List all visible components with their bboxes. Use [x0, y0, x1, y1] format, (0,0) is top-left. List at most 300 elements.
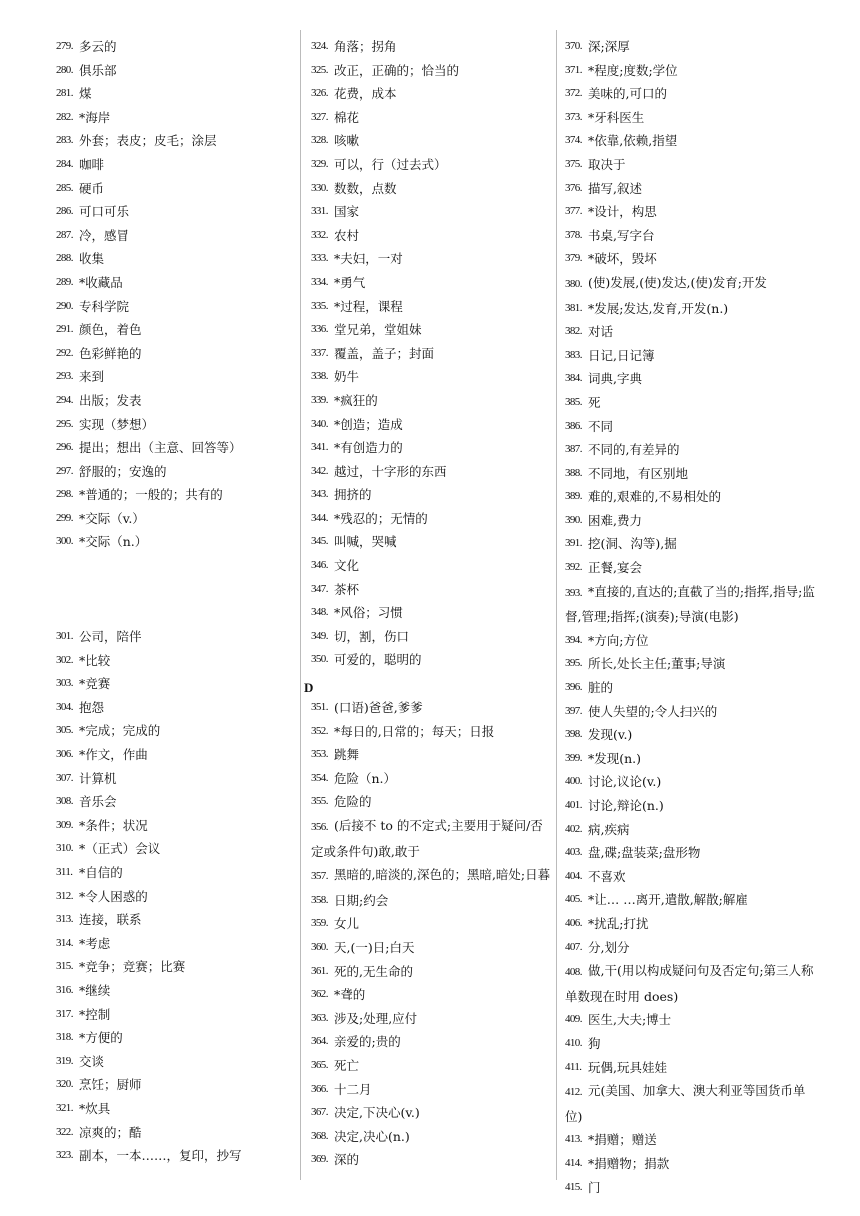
entry-number: 399. — [565, 751, 582, 764]
entry-number: 344. — [311, 511, 328, 524]
vocab-entry — [56, 318, 296, 342]
entry-number: 290. — [56, 299, 73, 312]
vocab-entry — [56, 413, 296, 437]
entry-meaning: 挖(洞、沟等),掘 — [588, 536, 677, 552]
entry-meaning: *聋的 — [334, 987, 366, 1003]
entry-meaning: 俱乐部 — [79, 62, 117, 78]
vocab-entry — [311, 271, 551, 295]
column-divider-left — [300, 30, 301, 1180]
vocab-entry — [565, 106, 815, 130]
vocab-entry — [56, 955, 296, 979]
entry-number: 375. — [565, 157, 582, 170]
entry-number: 405. — [565, 893, 582, 906]
vocab-entry — [565, 297, 815, 321]
entry-number: 315. — [56, 960, 73, 973]
vocab-entry — [311, 554, 551, 578]
vocab-entry — [311, 224, 551, 248]
section-letter: D — [304, 680, 314, 695]
vocab-entry — [565, 320, 815, 344]
entry-number: 279. — [56, 40, 73, 52]
vocab-entry — [311, 1054, 551, 1078]
entry-number: 356. — [311, 820, 328, 833]
entry-meaning: 花费，成本 — [334, 86, 397, 102]
entry-meaning: *过程，课程 — [334, 298, 403, 314]
entry-meaning: (口语)爸爸,爹爹 — [334, 700, 423, 715]
vocab-entry — [311, 863, 551, 889]
entry-meaning: *直接的,直达的;直截了当的;指挥,指导;监督,管理;指挥;(演奏);导演(电影) — [565, 583, 815, 625]
vocab-entry — [565, 723, 815, 747]
entry-number: 336. — [311, 323, 328, 336]
entry-number: 394. — [565, 633, 582, 646]
entry-meaning: *捐赠物；捐款 — [588, 1155, 670, 1171]
vocab-entry — [56, 696, 296, 720]
vocab-entry — [56, 885, 296, 909]
entry-meaning: *发展;发达,发育,开发(n.) — [588, 300, 729, 316]
vocab-entry — [565, 438, 815, 462]
entry-meaning: 盘,碟;盘装菜;盘形物 — [588, 845, 701, 861]
vocab-entry — [311, 295, 551, 319]
entry-number: 289. — [56, 275, 73, 288]
entry-meaning: 讨论,议论(v.) — [588, 774, 662, 790]
vocab-entry — [311, 200, 551, 224]
entry-meaning: 出版；发表 — [79, 392, 142, 408]
vocab-entry — [565, 700, 815, 724]
entry-meaning: (后接不 to 的不定式;主要用于疑问/否定或条件句)敢,敢于 — [311, 817, 543, 859]
entry-meaning: *夫妇，一对 — [334, 251, 403, 267]
vocab-entry — [56, 106, 296, 130]
entry-meaning: 门 — [588, 1179, 601, 1195]
entry-meaning: 死 — [588, 394, 601, 410]
entry-number: 350. — [311, 653, 328, 666]
entry-meaning: 难的,艰难的,不易相处的 — [588, 489, 721, 505]
entry-meaning: 决定,决心(n.) — [334, 1128, 410, 1144]
vocab-column-2 — [311, 35, 551, 672]
entry-number: 319. — [56, 1054, 73, 1067]
entry-meaning: *牙科医生 — [588, 109, 645, 125]
entry-number: 329. — [311, 157, 328, 170]
vocab-entry — [56, 625, 296, 649]
vocab-entry — [311, 648, 551, 672]
entry-meaning: 拥挤的 — [334, 487, 372, 503]
entry-number: 285. — [56, 181, 73, 194]
entry-meaning: 色彩鲜艳的 — [79, 345, 142, 361]
vocab-entry — [565, 462, 815, 486]
entry-meaning: *让… …离开,遣散,解散;解雇 — [588, 892, 748, 908]
vocab-entry — [565, 82, 815, 106]
entry-meaning: 专科学院 — [79, 298, 130, 314]
entry-meaning: *竞赛 — [79, 676, 111, 692]
vocab-entry — [565, 1008, 815, 1032]
entry-meaning: *考虑 — [79, 935, 111, 951]
vocab-entry — [311, 814, 551, 863]
entry-meaning: 十二月 — [334, 1081, 372, 1097]
vocab-entry — [311, 1125, 551, 1149]
vocab-entry — [56, 814, 296, 838]
entry-meaning: *设计，构思 — [588, 204, 657, 220]
entry-number: 388. — [565, 466, 582, 479]
entry-number: 335. — [311, 299, 328, 312]
vocab-entry — [565, 912, 815, 936]
vocab-entry — [311, 389, 551, 413]
entry-meaning: 玩偶,玩具娃娃 — [588, 1059, 667, 1075]
entry-meaning: 烹饪；厨师 — [79, 1077, 142, 1093]
entry-meaning: 硬币 — [79, 180, 105, 196]
entry-meaning: 越过，十字形的东西 — [334, 463, 447, 479]
entry-number: 317. — [56, 1007, 73, 1020]
entry-number: 391. — [565, 537, 582, 550]
entry-number: 327. — [311, 110, 328, 123]
entry-meaning: 咳嗽 — [334, 133, 360, 149]
entry-number: 380. — [565, 277, 582, 290]
entry-number: 313. — [56, 913, 73, 926]
entry-number: 299. — [56, 511, 73, 524]
vocab-entry — [56, 979, 296, 1003]
entry-number: 359. — [311, 917, 328, 930]
entry-meaning: 分,划分 — [588, 939, 630, 955]
entry-number: 308. — [56, 795, 73, 808]
vocab-entry — [56, 35, 296, 59]
entry-meaning: 不同的,有差异的 — [588, 442, 680, 458]
vocab-entry — [56, 1050, 296, 1074]
vocab-entry — [56, 790, 296, 814]
entry-number: 305. — [56, 724, 73, 737]
entry-number: 363. — [311, 1011, 328, 1024]
vocab-entry — [565, 485, 815, 509]
entry-number: 393. — [565, 586, 582, 599]
entry-number: 314. — [56, 936, 73, 949]
entry-meaning: 日记,日记簿 — [588, 347, 655, 363]
entry-meaning: 音乐会 — [79, 794, 117, 810]
vocab-entry — [311, 625, 551, 649]
vocab-entry — [565, 865, 815, 889]
vocab-entry — [565, 1079, 815, 1128]
vocab-entry — [565, 1152, 815, 1176]
vocab-entry — [311, 82, 551, 106]
entry-number: 404. — [565, 869, 582, 882]
vocab-entry — [565, 676, 815, 700]
vocab-entry — [56, 837, 296, 861]
entry-number: 352. — [311, 724, 328, 737]
entry-number: 303. — [56, 677, 73, 690]
entry-number: 385. — [565, 395, 582, 408]
entry-number: 384. — [565, 372, 582, 385]
vocab-list — [311, 35, 551, 672]
entry-meaning: *程度;度数;学位 — [588, 62, 678, 78]
column-divider-right — [556, 30, 557, 1180]
entry-meaning: 抱怨 — [79, 699, 105, 715]
vocab-entry — [311, 342, 551, 366]
entry-meaning: 黑暗的,暗淡的,深色的；黑暗,暗处;日暮 — [334, 867, 551, 883]
vocab-entry — [311, 767, 551, 791]
entry-meaning: 死亡 — [334, 1057, 360, 1073]
entry-number: 390. — [565, 513, 582, 526]
entry-meaning: *交际（n.） — [79, 534, 148, 550]
entry-meaning: *（正式）会议 — [79, 841, 161, 857]
vocab-entry — [56, 1097, 296, 1121]
entry-meaning: 收集 — [79, 251, 105, 267]
entry-meaning: 做,干(用以构成疑问句及否定句;第三人称单数现在时用 does) — [565, 963, 814, 1004]
vocab-entry — [56, 247, 296, 271]
entry-number: 368. — [311, 1129, 328, 1142]
vocab-entry — [565, 556, 815, 580]
entry-number: 370. — [565, 40, 582, 52]
entry-meaning: *炊具 — [79, 1100, 111, 1116]
entry-meaning: 不同 — [588, 418, 614, 434]
entry-meaning: 深;深厚 — [588, 39, 630, 54]
vocab-entry — [565, 247, 815, 271]
entry-meaning: 亲爱的;贵的 — [334, 1034, 401, 1050]
entry-number: 311. — [56, 866, 73, 878]
vocab-entry — [311, 483, 551, 507]
entry-number: 325. — [311, 63, 328, 76]
entry-meaning: 元(美国、加拿大、澳大利亚等国货币单位) — [565, 1083, 806, 1124]
vocab-entry — [311, 1007, 551, 1031]
entry-number: 302. — [56, 653, 73, 666]
vocab-entry — [56, 295, 296, 319]
entry-meaning: *残忍的；无情的 — [334, 510, 428, 526]
entry-number: 414. — [565, 1156, 582, 1169]
vocab-entry — [565, 1056, 815, 1080]
vocab-entry — [311, 460, 551, 484]
entry-number: 353. — [311, 748, 328, 761]
entry-number: 354. — [311, 771, 328, 784]
entry-number: 376. — [565, 181, 582, 194]
entry-meaning: 切，割，伤口 — [334, 628, 410, 644]
entry-meaning: 交谈 — [79, 1053, 105, 1069]
vocab-entry — [565, 415, 815, 439]
entry-number: 360. — [311, 940, 328, 953]
vocab-entry — [311, 1101, 551, 1125]
entry-number: 295. — [56, 417, 73, 430]
entry-number: 334. — [311, 275, 328, 288]
vocab-entry — [311, 983, 551, 1007]
entry-meaning: 医生,大夫;博士 — [588, 1012, 672, 1028]
entry-meaning: *捐赠；赠送 — [588, 1132, 657, 1148]
vocab-entry — [311, 1148, 551, 1172]
entry-meaning: 副本，一本……，复印，抄写 — [79, 1148, 242, 1164]
entry-number: 338. — [311, 370, 328, 383]
entry-meaning: *继续 — [79, 982, 111, 998]
entry-number: 323. — [56, 1149, 73, 1162]
entry-meaning: 危险（n.） — [334, 770, 397, 786]
entry-meaning: 冷，感冒 — [79, 227, 130, 243]
entry-meaning: 病,疾病 — [588, 821, 630, 837]
vocab-entry — [565, 271, 815, 297]
vocab-entry — [56, 1144, 296, 1168]
entry-number: 415. — [565, 1180, 582, 1193]
entry-number: 355. — [311, 795, 328, 808]
entry-number: 411. — [565, 1060, 582, 1073]
vocab-entry — [56, 365, 296, 389]
entry-number: 324. — [311, 40, 328, 52]
entry-meaning: *风俗；习惯 — [334, 605, 403, 621]
entry-number: 332. — [311, 228, 328, 241]
vocab-entry — [56, 224, 296, 248]
entry-meaning: 茶杯 — [334, 581, 360, 597]
entry-meaning: *每日的,日常的；每天；日报 — [334, 723, 495, 739]
vocab-entry — [311, 601, 551, 625]
entry-number: 318. — [56, 1031, 73, 1044]
vocab-entry — [311, 912, 551, 936]
entry-number: 287. — [56, 228, 73, 241]
vocab-entry — [311, 129, 551, 153]
vocab-entry — [565, 818, 815, 842]
entry-meaning: *普通的；一般的；共有的 — [79, 487, 223, 503]
entry-meaning: 可以，行（过去式） — [334, 156, 447, 172]
vocab-entry — [311, 578, 551, 602]
entry-number: 396. — [565, 681, 582, 694]
vocab-entry — [565, 177, 815, 201]
vocab-entry — [565, 936, 815, 960]
entry-meaning: 农村 — [334, 227, 360, 243]
vocab-entry — [56, 719, 296, 743]
vocab-entry — [311, 247, 551, 271]
vocab-entry — [565, 841, 815, 865]
entry-number: 321. — [56, 1101, 73, 1114]
vocab-entry — [56, 129, 296, 153]
vocab-entry — [56, 908, 296, 932]
entry-number: 377. — [565, 205, 582, 218]
entry-meaning: *方便的 — [79, 1030, 123, 1046]
vocab-entry — [565, 344, 815, 368]
entry-number: 403. — [565, 846, 582, 859]
entry-meaning: 讨论,辩论(n.) — [588, 798, 664, 813]
entry-number: 401. — [565, 799, 582, 811]
entry-number: 357. — [311, 870, 328, 883]
vocab-entry — [311, 365, 551, 389]
vocab-entry — [565, 747, 815, 771]
entry-number: 286. — [56, 205, 73, 218]
vocab-entry — [565, 59, 815, 83]
entry-meaning: 狗 — [588, 1035, 601, 1051]
entry-meaning: 连接，联系 — [79, 912, 142, 928]
entry-number: 351. — [311, 701, 328, 713]
vocab-entry — [56, 59, 296, 83]
vocab-list — [311, 696, 551, 1172]
entry-number: 392. — [565, 561, 582, 574]
vocab-entry — [565, 629, 815, 653]
entry-meaning: *疯狂的 — [334, 392, 378, 408]
entry-meaning: 死的,无生命的 — [334, 963, 413, 979]
entry-meaning: *依靠,依赖,指望 — [588, 133, 678, 149]
vocab-entry — [311, 436, 551, 460]
vocab-entry — [311, 696, 551, 720]
vocab-entry — [56, 200, 296, 224]
entry-number: 347. — [311, 582, 328, 595]
entry-number: 400. — [565, 775, 582, 788]
entry-number: 307. — [56, 771, 73, 784]
entry-number: 331. — [311, 205, 328, 218]
entry-number: 304. — [56, 700, 73, 713]
vocab-entry — [311, 507, 551, 531]
vocab-list — [56, 625, 296, 1168]
entry-number: 296. — [56, 441, 73, 454]
entry-number: 326. — [311, 87, 328, 100]
vocab-entry — [565, 1128, 815, 1152]
entry-meaning: 书桌,写字台 — [588, 227, 655, 243]
vocab-entry — [311, 530, 551, 554]
entry-meaning: 词典,字典 — [588, 371, 642, 387]
entry-meaning: *竞争；竞赛；比赛 — [79, 959, 186, 975]
entry-meaning: 描写,叙述 — [588, 180, 642, 196]
vocab-entry — [565, 391, 815, 415]
vocab-list — [56, 35, 296, 554]
entry-meaning: *交际（v.） — [79, 510, 145, 526]
entry-number: 337. — [311, 346, 328, 359]
vocab-entry — [56, 861, 296, 885]
entry-meaning: 棉花 — [334, 109, 360, 125]
vocab-entry — [56, 1003, 296, 1027]
vocab-entry — [311, 35, 551, 59]
entry-meaning: *创造；造成 — [334, 416, 403, 432]
vocab-entry — [565, 35, 815, 59]
vocab-entry — [311, 318, 551, 342]
entry-number: 361. — [311, 964, 328, 977]
entry-number: 309. — [56, 818, 73, 831]
entry-number: 333. — [311, 252, 328, 265]
vocab-entry — [565, 200, 815, 224]
entry-meaning: 发现(v.) — [588, 727, 633, 743]
entry-number: 410. — [565, 1036, 582, 1049]
vocab-entry — [565, 770, 815, 794]
entry-meaning: 舒服的；安逸的 — [79, 463, 167, 479]
vocab-entry — [56, 743, 296, 767]
entry-number: 301. — [56, 630, 73, 643]
entry-number: 298. — [56, 488, 73, 501]
entry-number: 364. — [311, 1035, 328, 1048]
vocab-entry — [56, 530, 296, 554]
vocab-entry — [56, 1121, 296, 1145]
vocab-column-3 — [565, 35, 815, 1199]
vocab-entry — [311, 720, 551, 744]
entry-meaning: *有创造力的 — [334, 440, 403, 456]
vocab-entry — [56, 460, 296, 484]
entry-meaning: *收藏品 — [79, 274, 123, 290]
entry-number: 284. — [56, 157, 73, 170]
entry-number: 320. — [56, 1078, 73, 1091]
entry-meaning: 危险的 — [334, 794, 372, 810]
vocab-entry — [311, 936, 551, 960]
entry-number: 366. — [311, 1082, 328, 1095]
entry-number: 387. — [565, 443, 582, 456]
entry-meaning: (使)发展,(使)发达,(使)发育;开发 — [588, 274, 767, 290]
entry-meaning: *破坏，毁坏 — [588, 251, 657, 267]
entry-meaning: 角落；拐角 — [334, 39, 397, 54]
entry-number: 413. — [565, 1133, 582, 1146]
vocab-entry — [565, 1032, 815, 1056]
entry-meaning: 凉爽的；酷 — [79, 1124, 142, 1140]
vocab-entry — [311, 743, 551, 767]
entry-number: 339. — [311, 393, 328, 406]
entry-meaning: 美味的,可口的 — [588, 86, 667, 102]
entry-meaning: 不喜欢 — [588, 868, 626, 884]
entry-meaning: 外套；表皮；皮毛；涂层 — [79, 133, 217, 149]
entry-meaning: 困难,费力 — [588, 512, 642, 528]
entry-number: 374. — [565, 134, 582, 147]
entry-meaning: 堂兄弟，堂姐妹 — [334, 322, 422, 338]
entry-meaning: *自信的 — [79, 865, 123, 880]
entry-meaning: 使人失望的;令人扫兴的 — [588, 703, 718, 719]
vocab-entry — [56, 342, 296, 366]
entry-meaning: 颜色，着色 — [79, 322, 142, 338]
entry-number: 402. — [565, 822, 582, 835]
vocab-entry — [56, 932, 296, 956]
vocab-entry — [56, 672, 296, 696]
vocab-entry — [565, 153, 815, 177]
entry-number: 349. — [311, 629, 328, 642]
vocab-entry — [56, 507, 296, 531]
entry-meaning: 可爱的，聪明的 — [334, 652, 422, 668]
